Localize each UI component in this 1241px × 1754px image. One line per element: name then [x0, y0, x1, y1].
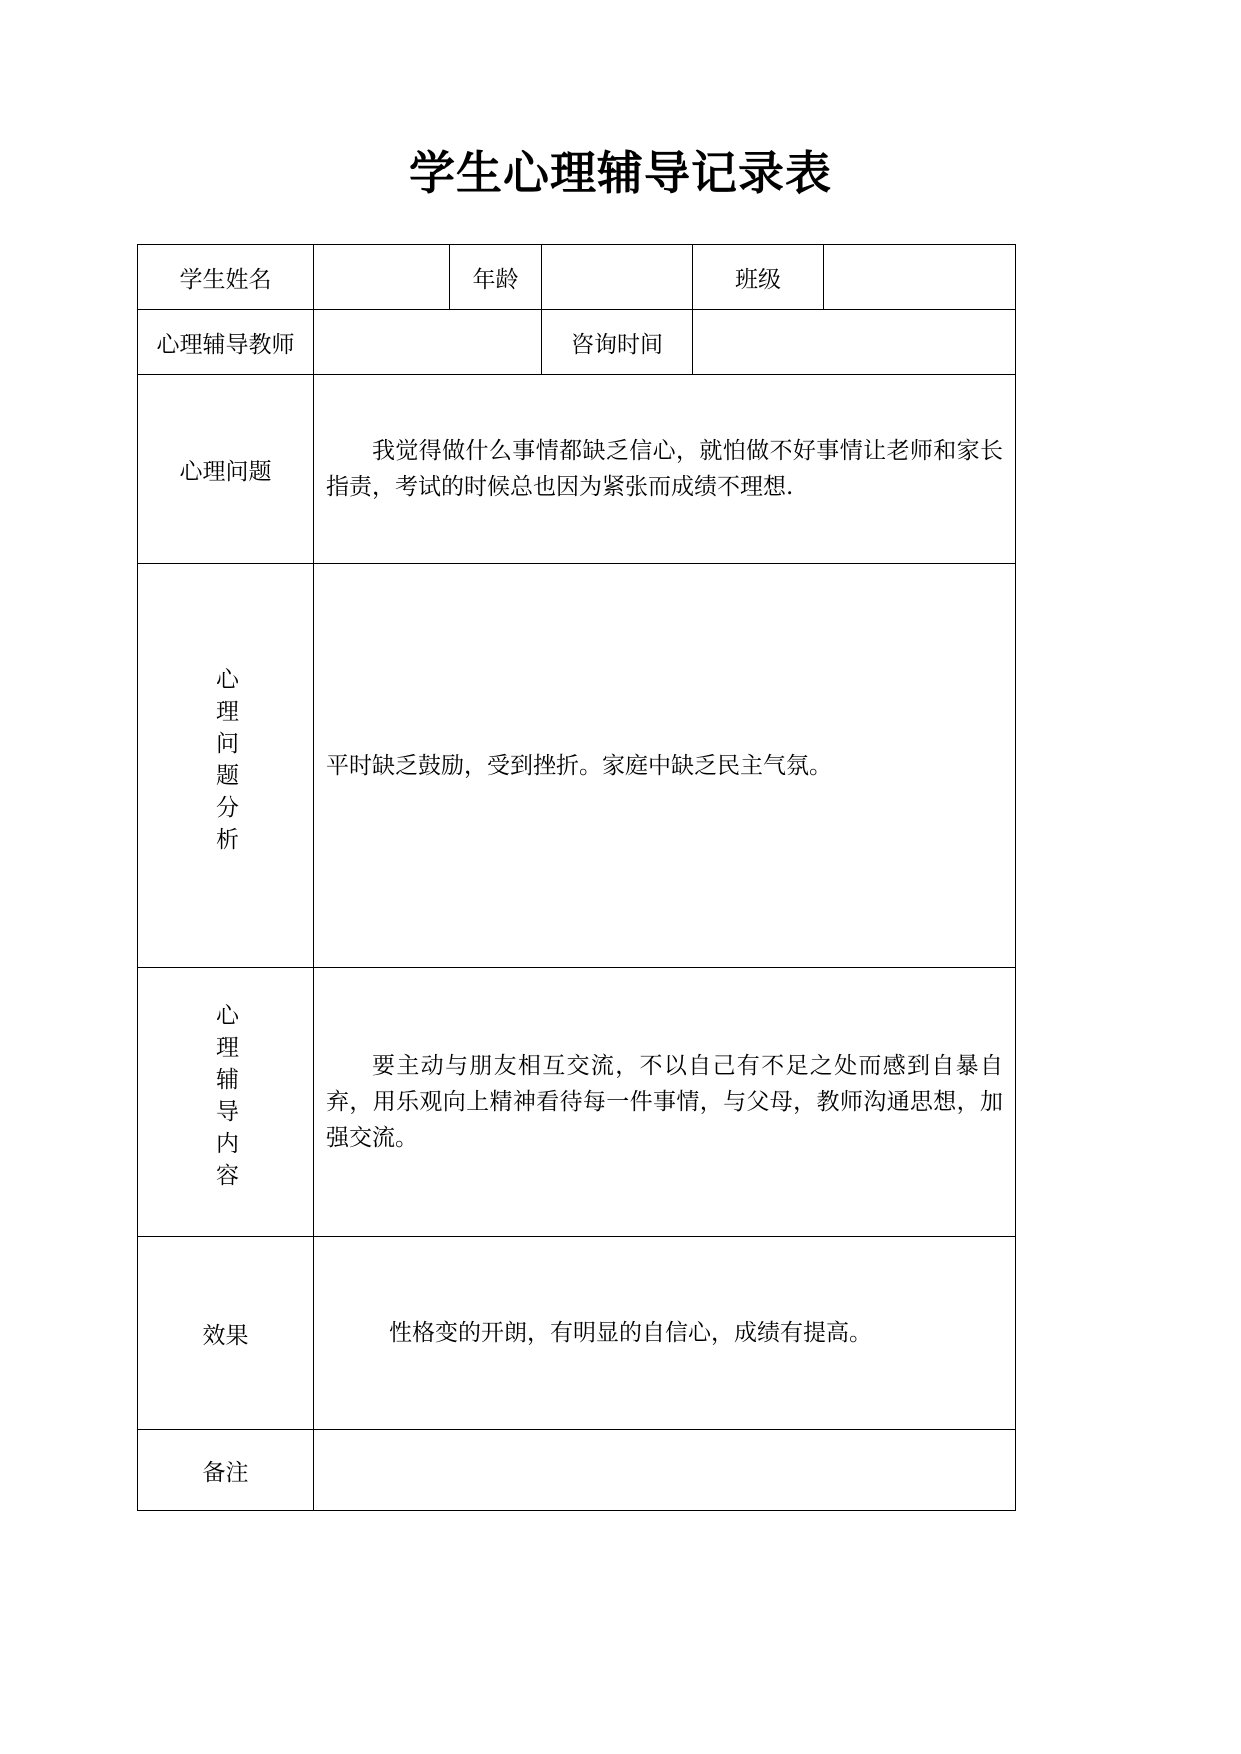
row-problem	[138, 375, 1016, 564]
effect-text: 性格变的开朗，有明显的自信心，成绩有提高。	[389, 1320, 872, 1346]
counseling-text: 要主动与朋友相互交流，不以自己有不足之处而感到自暴自弃，用乐观向上精神看待每一件事情，与父母，教师沟通思想，加强交流。	[326, 1053, 1003, 1151]
student-name-field[interactable]	[314, 245, 450, 310]
counseling-label: 心理辅导内容	[212, 1003, 238, 1195]
remarks-label: 备注	[138, 1430, 314, 1511]
time-label: 咨询时间	[542, 310, 693, 375]
time-field[interactable]	[693, 310, 1016, 375]
row-analysis	[138, 564, 1016, 968]
class-field[interactable]	[824, 245, 1016, 310]
counseling-label-cell	[138, 968, 314, 1237]
record-form-table	[137, 244, 1016, 1511]
row-student-info	[138, 245, 1016, 310]
teacher-label: 心理辅导教师	[138, 310, 314, 375]
age-field[interactable]	[542, 245, 693, 310]
teacher-field[interactable]	[314, 310, 542, 375]
remarks-field[interactable]	[314, 1430, 1016, 1511]
analysis-label: 心理问题分析	[212, 666, 238, 859]
problem-text: 我觉得做什么事情都缺乏信心，就怕做不好事情让老师和家长指责，考试的时候总也因为紧张而成绩不理想.	[326, 438, 1003, 500]
analysis-label-cell	[138, 564, 314, 968]
student-name-label: 学生姓名	[138, 245, 314, 310]
effect-field[interactable]	[314, 1237, 1016, 1430]
row-effect	[138, 1237, 1016, 1430]
row-teacher-info	[138, 310, 1016, 375]
effect-label: 效果	[138, 1237, 314, 1430]
problem-label: 心理问题	[138, 375, 314, 564]
problem-field[interactable]	[314, 375, 1016, 564]
page-title: 学生心理辅导记录表	[409, 146, 832, 200]
analysis-text: 平时缺乏鼓励，受到挫折。家庭中缺乏民主气氛。	[326, 752, 832, 779]
row-counseling	[138, 968, 1016, 1237]
analysis-field[interactable]	[314, 564, 1016, 968]
age-label: 年龄	[450, 245, 542, 310]
counseling-field[interactable]	[314, 968, 1016, 1237]
class-label: 班级	[693, 245, 824, 310]
row-remarks	[138, 1430, 1016, 1511]
